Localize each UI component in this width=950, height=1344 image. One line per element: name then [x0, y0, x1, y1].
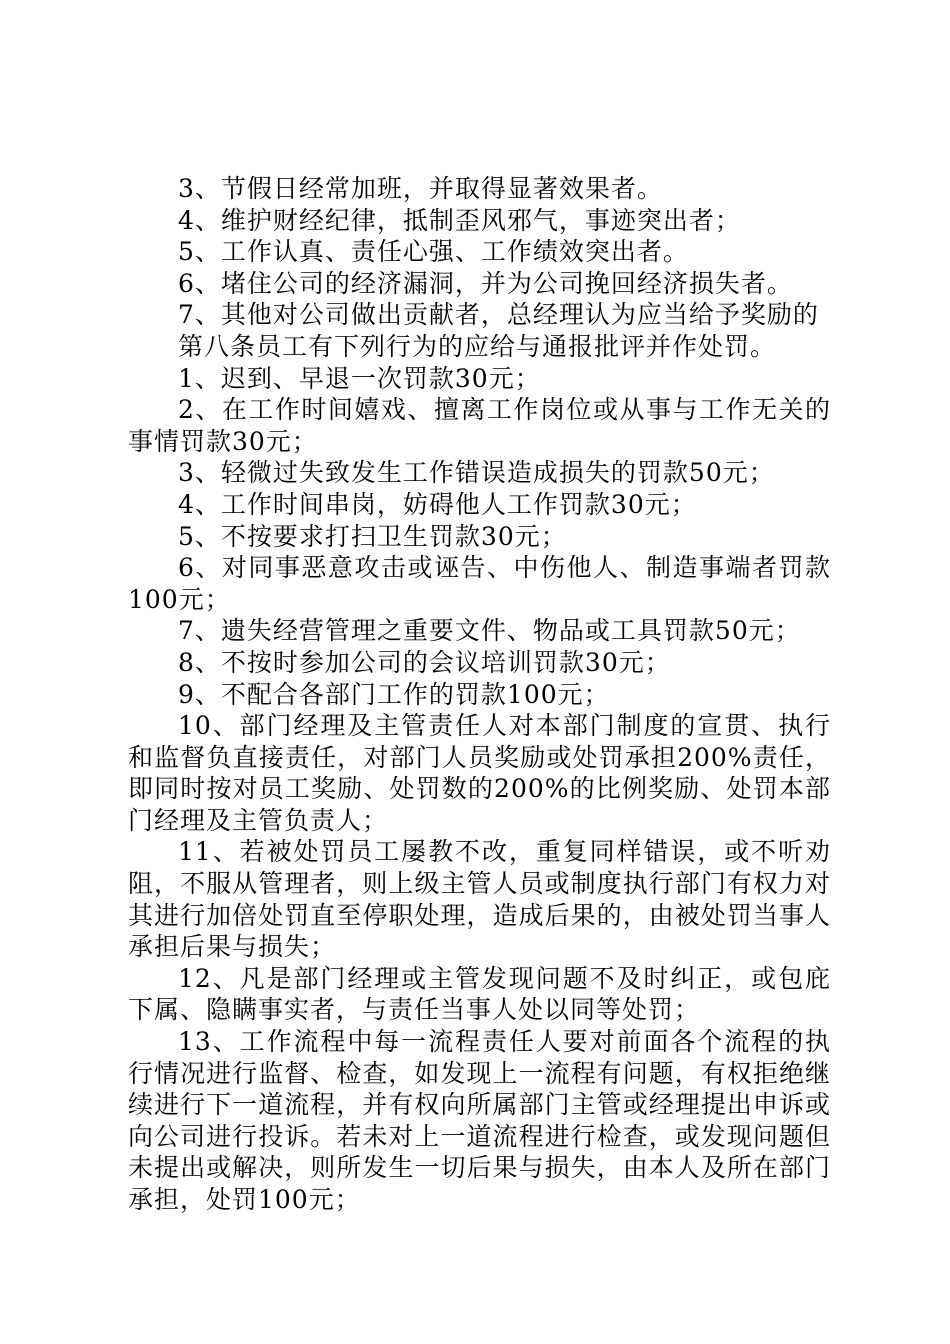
paragraph-penalty-10: 10、部门经理及主管责任人对本部门制度的宣贯、执行和监督负直接责任，对部门人员奖励或处罚承担200%责任，即同时按对员工奖励、处罚数的200%的比例奖励、处罚本部门经理及主管负责人； — [128, 711, 831, 835]
paragraph-reward-7: 7、其他对公司做出贡献者，总经理认为应当给予奖励的 — [178, 300, 819, 330]
paragraph-penalty-1: 1、迟到、早退一次罚款30元； — [178, 363, 541, 393]
paragraph-penalty-13: 13、工作流程中每一流程责任人要对前面各个流程的执行情况进行监督、检查，如发现上一流程有问题，有权拒绝继续进行下一道流程，并有权向所属部门主管或经理提出申诉或向公司进行投诉。若未对上一道流程进行检查，或发现问题但未提出或解决，则所发生一切后果与损失，由本人及所在部门承担，处罚100元； — [128, 1027, 831, 1214]
paragraph-reward-5: 5、工作认真、责任心强、工作绩效突出者。 — [178, 237, 689, 267]
paragraph-penalty-7: 7、遗失经营管理之重要文件、物品或工具罚款50元； — [178, 616, 801, 646]
paragraph-reward-6: 6、堵住公司的经济漏洞，并为公司挽回经济损失者。 — [178, 268, 793, 298]
article-8-heading: 第八条员工有下列行为的应给与通报批评并作处罚。 — [178, 331, 777, 361]
paragraph-reward-3: 3、节假日经常加班，并取得显著效果者。 — [178, 174, 663, 203]
paragraph-penalty-3: 3、轻微过失致发生工作错误造成损失的罚款50元； — [178, 458, 775, 488]
paragraph-penalty-2: 2、在工作时间嬉戏、擅离工作岗位或从事与工作无关的事情罚款30元； — [128, 395, 831, 456]
paragraph-penalty-11: 11、若被处罚员工屡教不改，重复同样错误，或不听劝阻，不服从管理者，则上级主管人员或制度执行部门有权力对其进行加倍处罚直至停职处理，造成后果的，由被处罚当事人承担后果与损失； — [128, 837, 831, 962]
paragraph-penalty-8: 8、不按时参加公司的会议培训罚款30元； — [178, 647, 671, 677]
paragraph-penalty-5: 5、不按要求打扫卫生罚款30元； — [178, 521, 567, 551]
paragraph-penalty-12: 12、凡是部门经理或主管发现问题不及时纠正，或包庇下属、隐瞒事实者，与责任当事人处以同等处罚； — [128, 963, 831, 1025]
document-body — [128, 173, 831, 1216]
paragraph-reward-4: 4、维护财经纪律，抵制歪风邪气，事迹突出者； — [178, 205, 741, 235]
paragraph-penalty-4: 4、工作时间串岗，妨碍他人工作罚款30元； — [178, 489, 697, 519]
paragraph-penalty-9: 9、不配合各部门工作的罚款100元； — [178, 679, 610, 709]
paragraph-penalty-6: 6、对同事恶意攻击或诬告、中伤他人、制造事端者罚款100元； — [128, 553, 831, 614]
